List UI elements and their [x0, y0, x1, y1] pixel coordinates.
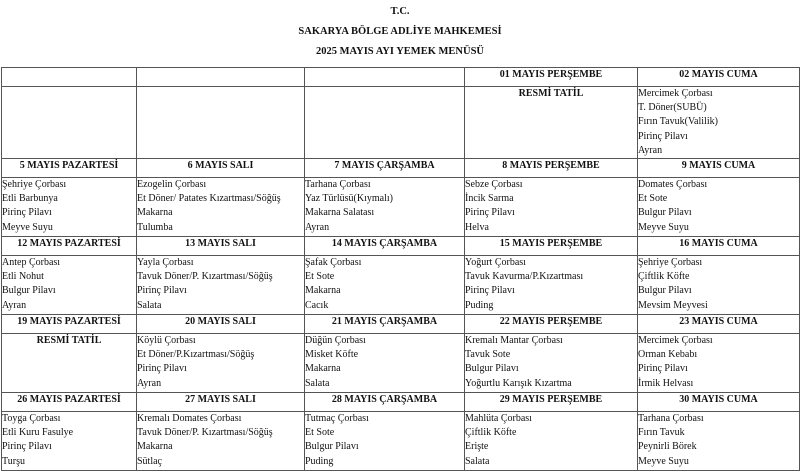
menu-item: Yoğurtlu Karışık Kızartma [465, 377, 572, 389]
menu-item: Etli Nohut [2, 271, 44, 283]
menu-item: Makarna [305, 363, 341, 375]
menu-item: Pirinç Pilavı [2, 207, 52, 219]
menu-item: Salata [465, 455, 490, 467]
menu-item: Makarna Salatası [305, 207, 375, 219]
menu-cell [2, 412, 137, 471]
day-header: 23 MAYIS CUMA [638, 315, 800, 334]
menu-item: Bulgur Pilavı [638, 207, 692, 219]
menu-cell [305, 334, 465, 393]
menu-item: İrmik Helvası [638, 377, 694, 389]
menu-item: Yayla Çorbası [137, 257, 194, 269]
menu-item: Mahlüta Çorbası [465, 413, 532, 425]
menu-item: Antep Çorbası [2, 257, 61, 269]
menu-item: Tavuk Döner/P. Kızartması/Söğüş [137, 427, 273, 439]
menu-item: Bulgur Pilavı [305, 441, 359, 453]
menu-item: Meyve Suyu [2, 221, 53, 233]
menu-item: Etli Kuru Fasulye [2, 427, 74, 439]
menu-item: Meyve Suyu [638, 221, 689, 233]
menu-item: Et Döner/ Patates Kızartması/Söğüş [137, 193, 281, 205]
week-4-day-row [2, 315, 800, 334]
week-4-menu-row [2, 334, 800, 393]
week-1-menu-row [2, 87, 800, 159]
menu-item: İncik Sarma [465, 193, 514, 205]
menu-item: Ayran [2, 299, 27, 311]
week-1-day-row [2, 68, 800, 87]
menu-item: Pirinç Pilavı [465, 207, 515, 219]
empty-cell [305, 87, 465, 159]
menu-item: Meyve Suyu [638, 455, 689, 467]
empty-cell [137, 68, 305, 87]
menu-item: Tavuk Kavurma/P.Kızartması [465, 271, 584, 283]
menu-item: Tavuk Döner/P. Kızartması/Söğüş [137, 271, 273, 283]
menu-item: Sütlaç [137, 455, 162, 467]
empty-cell [137, 87, 305, 159]
menu-item: Etli Barbunya [2, 193, 58, 205]
menu-item: Köylü Çorbası [137, 335, 196, 347]
day-header: 14 MAYIS ÇARŞAMBA [305, 237, 465, 256]
holiday-note: RESMİ TATİL [2, 334, 137, 393]
menu-item: Pirinç Pilavı [137, 363, 187, 375]
menu-item: Salata [137, 299, 162, 311]
menu-cell [465, 412, 638, 471]
menu-item: Fırın Tavuk(Valilik) [638, 116, 718, 128]
menu-item: Tulumba [137, 221, 173, 233]
menu-item: Turşu [2, 455, 25, 467]
menu-item: Cacık [305, 299, 329, 311]
day-header: 12 MAYIS PAZARTESİ [2, 237, 137, 256]
menu-item: Mevsim Meyvesi [638, 299, 708, 311]
menu-cell [305, 178, 465, 237]
menu-cell [137, 178, 305, 237]
menu-item: Kremalı Domates Çorbası [137, 413, 242, 425]
menu-item: Makarna [305, 285, 341, 297]
menu-item: T. Döner(SUBÜ) [638, 102, 707, 114]
holiday-note: RESMİ TATİL [465, 87, 638, 159]
menu-item: Tarhana Çorbası [305, 179, 371, 191]
menu-item: Bulgur Pilavı [638, 285, 692, 297]
menu-table [1, 67, 800, 471]
day-header: 7 MAYIS ÇARŞAMBA [305, 159, 465, 178]
menu-cell [638, 178, 800, 237]
menu-item: Bulgur Pilavı [2, 285, 56, 297]
day-header: 15 MAYIS PERŞEMBE [465, 237, 638, 256]
menu-cell [638, 334, 800, 393]
menu-item: Ayran [137, 377, 162, 389]
menu-item: Pirinç Pilavı [638, 363, 688, 375]
menu-item: Puding [305, 455, 334, 467]
menu-item: Orman Kebabı [638, 349, 698, 361]
day-header: 20 MAYIS SALI [137, 315, 305, 334]
menu-item: Pirinç Pilavı [137, 285, 187, 297]
menu-item: Tarhana Çorbası [638, 413, 704, 425]
day-header: 22 MAYIS PERŞEMBE [465, 315, 638, 334]
menu-item: Et Sote [305, 271, 335, 283]
menu-item: Yaz Türlüsü(Kıymalı) [305, 193, 393, 205]
menu-cell [305, 412, 465, 471]
menu-item: Et Sote [638, 193, 668, 205]
menu-cell [638, 87, 800, 159]
menu-cell [2, 256, 137, 315]
menu-cell [137, 334, 305, 393]
menu-item: Et Sote [305, 427, 335, 439]
menu-item: Domates Çorbası [638, 179, 708, 191]
menu-item: Ayran [305, 221, 330, 233]
day-header: 30 MAYIS CUMA [638, 393, 800, 412]
menu-item: Sebze Çorbası [465, 179, 523, 191]
menu-item: Tutmaç Çorbası [305, 413, 369, 425]
menu-item: Toyga Çorbası [2, 413, 61, 425]
day-header: 16 MAYIS CUMA [638, 237, 800, 256]
menu-item: Pirinç Pilavı [465, 285, 515, 297]
header-line-court: SAKARYA BÖLGE ADLİYE MAHKEMESİ [298, 26, 502, 37]
menu-item: Pirinç Pilavı [2, 441, 52, 453]
menu-item: Misket Köfte [305, 349, 359, 361]
day-header: 26 MAYIS PAZARTESİ [2, 393, 137, 412]
week-3-menu-row [2, 256, 800, 315]
menu-cell [465, 178, 638, 237]
empty-cell [2, 68, 137, 87]
menu-cell [465, 334, 638, 393]
menu-item: Düğün Çorbası [305, 335, 366, 347]
menu-cell [2, 178, 137, 237]
menu-item: Çiftlik Köfte [465, 427, 517, 439]
day-header: 9 MAYIS CUMA [638, 159, 800, 178]
menu-item: Erişte [465, 441, 489, 453]
menu-cell [137, 412, 305, 471]
menu-item: Et Döner/P.Kızartması/Söğüş [137, 349, 255, 361]
menu-item: Mercimek Çorbası [638, 88, 713, 99]
menu-item: Puding [465, 299, 494, 311]
menu-item: Şehriye Çorbası [638, 257, 703, 269]
menu-cell [465, 256, 638, 315]
menu-item: Kremalı Mantar Çorbası [465, 335, 563, 347]
menu-cell [638, 412, 800, 471]
header-line-tc: T.C. [390, 6, 410, 17]
week-5-menu-row [2, 412, 800, 471]
menu-item: Makarna [137, 207, 173, 219]
menu-item: Şafak Çorbası [305, 257, 362, 269]
day-header: 19 MAYIS PAZARTESİ [2, 315, 137, 334]
page-title: 2025 MAYIS AYI YEMEK MENÜSÜ [315, 46, 485, 57]
week-3-day-row [2, 237, 800, 256]
day-header: 02 MAYIS CUMA [638, 68, 800, 87]
day-header: 6 MAYIS SALI [137, 159, 305, 178]
menu-item: Bulgur Pilavı [465, 363, 519, 375]
week-2-day-row [2, 159, 800, 178]
day-header: 27 MAYIS SALI [137, 393, 305, 412]
menu-cell [305, 256, 465, 315]
menu-item: Fırın Tavuk [638, 427, 685, 439]
menu-item: Pirinç Pilavı [638, 130, 688, 142]
day-header: 29 MAYIS PERŞEMBE [465, 393, 638, 412]
menu-item: Helva [465, 221, 489, 233]
menu-item: Salata [305, 377, 330, 389]
menu-cell [137, 256, 305, 315]
menu-cell [638, 256, 800, 315]
menu-item: Tavuk Sote [465, 349, 511, 361]
menu-item: Ezogelin Çorbası [137, 179, 207, 191]
empty-cell [305, 68, 465, 87]
day-header: 8 MAYIS PERŞEMBE [465, 159, 638, 178]
menu-item: Makarna [137, 441, 173, 453]
menu-item: Mercimek Çorbası [638, 335, 713, 347]
day-header: 5 MAYIS PAZARTESİ [2, 159, 137, 178]
week-2-menu-row [2, 178, 800, 237]
menu-item: Çiftlik Köfte [638, 271, 690, 283]
week-5-day-row [2, 393, 800, 412]
menu-item: Peynirli Börek [638, 441, 697, 453]
day-header: 28 MAYIS ÇARŞAMBA [305, 393, 465, 412]
empty-cell [2, 87, 137, 159]
day-header: 01 MAYIS PERŞEMBE [465, 68, 638, 87]
menu-item: Ayran [638, 144, 663, 156]
day-header: 13 MAYIS SALI [137, 237, 305, 256]
menu-item: Şehriye Çorbası [2, 179, 67, 191]
day-header: 21 MAYIS ÇARŞAMBA [305, 315, 465, 334]
menu-item: Yoğurt Çorbası [465, 257, 526, 269]
